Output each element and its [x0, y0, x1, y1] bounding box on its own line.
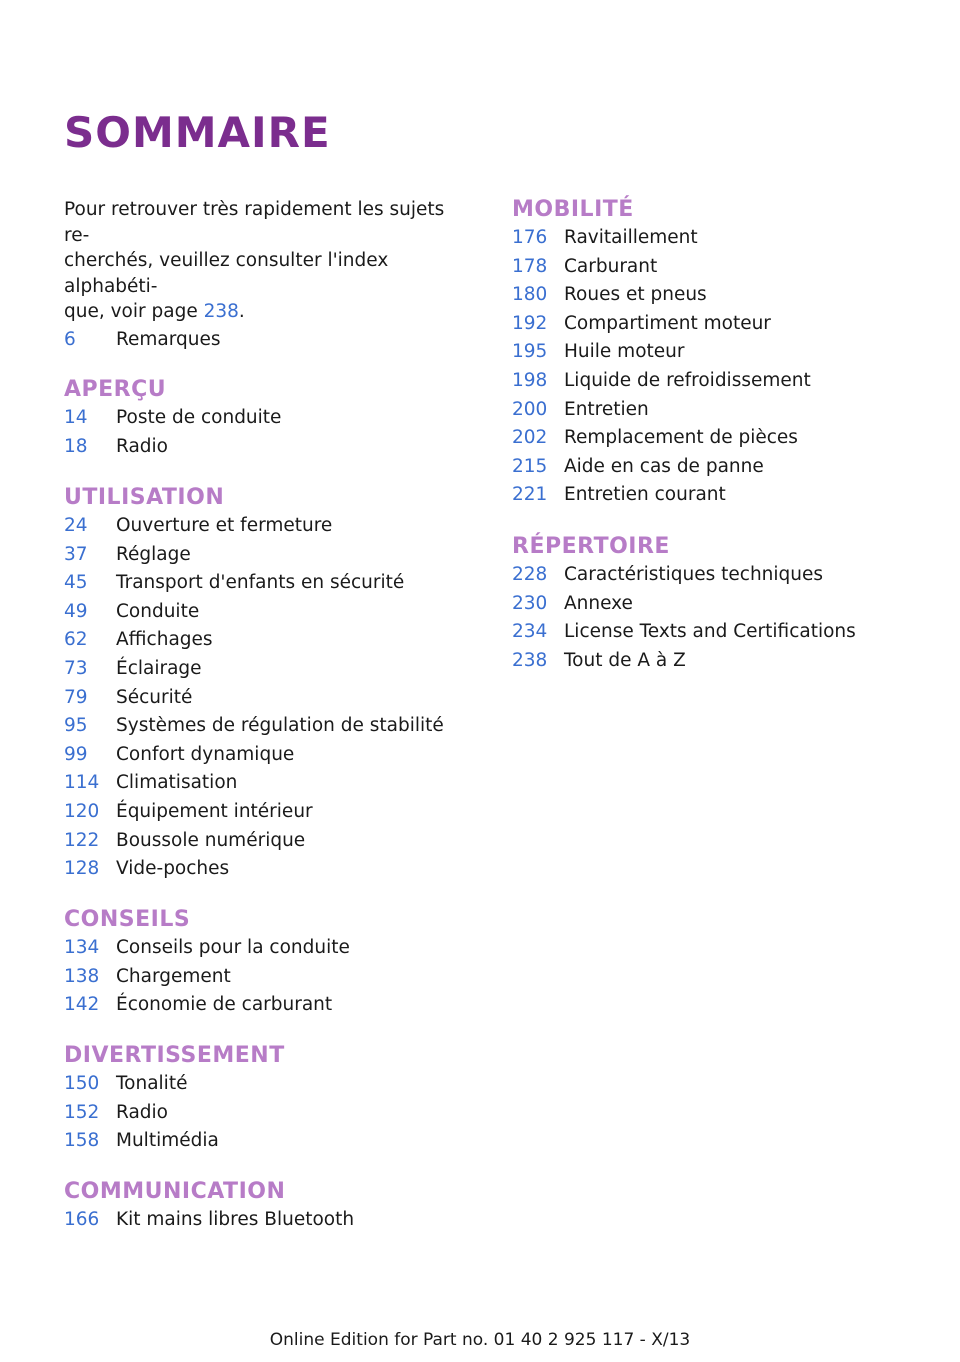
toc-page-number[interactable]: 176 [512, 227, 548, 248]
toc-page-number[interactable]: 200 [512, 398, 548, 420]
toc-page-number[interactable]: 122 [64, 829, 100, 851]
toc-page-number[interactable]: 228 [512, 564, 548, 585]
toc-entry-label[interactable]: Conduite [116, 600, 200, 622]
toc-page-number[interactable]: 45 [64, 572, 88, 594]
toc-entry-label[interactable]: Liquide de refroidissement [564, 370, 811, 391]
toc-entry-label[interactable]: Tonalité [116, 1073, 188, 1094]
toc-page-number[interactable]: 18 [64, 435, 88, 457]
toc-page-number[interactable]: 230 [512, 592, 548, 614]
toc-entry-label[interactable]: Sécurité [116, 686, 193, 708]
toc-entry-label[interactable]: Ravitaillement [564, 227, 698, 248]
intro-paragraph [64, 197, 474, 325]
toc-entry-label[interactable]: Caractéristiques techniques [564, 564, 824, 585]
toc-entry-label[interactable]: Annexe [564, 592, 633, 614]
toc-entry-label[interactable]: Multimédia [116, 1130, 219, 1152]
toc-page-number[interactable]: 114 [64, 772, 100, 794]
toc-page-number[interactable]: 138 [64, 965, 100, 987]
toc-entry-label[interactable]: Chargement [116, 965, 231, 987]
toc-entry-label[interactable]: Remplacement de pièces [564, 427, 798, 449]
toc-entry-label[interactable]: Systèmes de régulation de stabilité [116, 715, 444, 737]
toc-page-number[interactable]: 120 [64, 801, 100, 822]
footer-edition: Online Edition for Part no. 01 40 2 925 117 - X/13 [269, 1330, 691, 1350]
toc-entry-label[interactable]: Huile moteur [564, 341, 685, 363]
toc-page-number[interactable]: 178 [512, 255, 548, 277]
toc-section-heading: DIVERTISSEMENT [64, 1043, 285, 1068]
toc-section-heading: CONSEILS [64, 907, 191, 932]
toc-entry-label[interactable]: Poste de conduite [116, 407, 282, 428]
toc-entry-label[interactable]: Radio [116, 435, 168, 457]
toc-entry-label[interactable]: License Texts and Certifications [564, 621, 856, 643]
toc-page-number[interactable]: 192 [512, 312, 548, 334]
toc-entry-label[interactable]: Équipement intérieur [116, 801, 313, 822]
toc-entry-label[interactable]: Roues et pneus [564, 284, 707, 306]
toc-page-number[interactable]: 24 [64, 515, 88, 536]
toc-section-heading: RÉPERTOIRE [512, 534, 670, 559]
toc-page-number[interactable]: 128 [64, 858, 100, 880]
toc-entry-label[interactable]: Éclairage [116, 658, 202, 679]
toc-entry-label[interactable]: Tout de A à Z [564, 649, 686, 671]
toc-page-number[interactable]: 202 [512, 427, 548, 449]
toc-entry-label[interactable]: Entretien [564, 398, 649, 420]
toc-page-number[interactable]: 134 [64, 937, 100, 958]
toc-entry-label[interactable]: Compartiment moteur [564, 312, 771, 334]
toc-entry-label[interactable]: Conseils pour la conduite [116, 937, 350, 958]
toc-section-heading: APERÇU [64, 377, 167, 402]
toc-page-number[interactable]: 37 [64, 543, 88, 565]
toc-page-number[interactable]: 234 [512, 621, 548, 643]
toc-page-number[interactable]: 62 [64, 629, 88, 651]
toc-page-number[interactable]: 152 [64, 1101, 100, 1123]
toc-entry-label[interactable]: Confort dynamique [116, 743, 295, 765]
toc-entry-label[interactable]: Affichages [116, 629, 213, 651]
toc-page-number[interactable]: 99 [64, 743, 88, 765]
toc-page-number[interactable]: 142 [64, 994, 100, 1016]
toc-entry-label[interactable]: Vide-poches [116, 858, 230, 880]
toc-entry-label[interactable]: Entretien courant [564, 484, 726, 506]
toc-entry-label[interactable]: Économie de carburant [116, 994, 333, 1016]
toc-section-heading: COMMUNICATION [64, 1179, 286, 1204]
toc-section-heading: MOBILITÉ [512, 197, 634, 222]
toc-entry-label[interactable]: Radio [116, 1101, 168, 1123]
toc-page-number[interactable]: 150 [64, 1073, 100, 1094]
toc-page-number[interactable]: 158 [64, 1130, 100, 1152]
toc-page-number[interactable]: 95 [64, 715, 88, 737]
page-title: SOMMAIRE [64, 108, 331, 157]
toc-page-number[interactable]: 6 [64, 329, 76, 350]
toc-page-number[interactable]: 198 [512, 370, 548, 391]
toc-page-number[interactable]: 221 [512, 484, 548, 506]
toc-page-number[interactable]: 215 [512, 455, 548, 477]
toc-page-number[interactable]: 49 [64, 600, 88, 622]
toc-page-number[interactable]: 238 [512, 649, 548, 671]
toc-entry-label[interactable]: Carburant [564, 255, 658, 277]
toc-page-number[interactable]: 195 [512, 341, 548, 363]
toc-entry-label[interactable]: Réglage [116, 543, 191, 565]
intro-text: Pour retrouver très rapidement les sujets re- cherchés, veuillez consulter l'index alphabéti- que, voir page [64, 199, 445, 322]
toc-section-heading: UTILISATION [64, 485, 225, 510]
toc-page-number[interactable]: 180 [512, 284, 548, 306]
toc-entry-label[interactable]: Aide en cas de panne [564, 455, 764, 477]
toc-page-number[interactable]: 79 [64, 686, 88, 708]
toc-page-number[interactable]: 14 [64, 407, 88, 428]
intro-end: . [238, 301, 245, 322]
intro-page-link[interactable]: 238 [203, 301, 239, 322]
toc-entry-label[interactable]: Climatisation [116, 772, 238, 794]
toc-entry-label[interactable]: Kit mains libres Bluetooth [116, 1209, 355, 1230]
toc-entry-label[interactable]: Boussole numérique [116, 829, 306, 851]
toc-entry-label[interactable]: Remarques [116, 329, 221, 350]
toc-page-number[interactable]: 166 [64, 1209, 100, 1230]
toc-entry-label[interactable]: Ouverture et fermeture [116, 515, 333, 536]
toc-entry-label[interactable]: Transport d'enfants en sécurité [116, 572, 405, 594]
toc-page-number[interactable]: 73 [64, 658, 88, 679]
